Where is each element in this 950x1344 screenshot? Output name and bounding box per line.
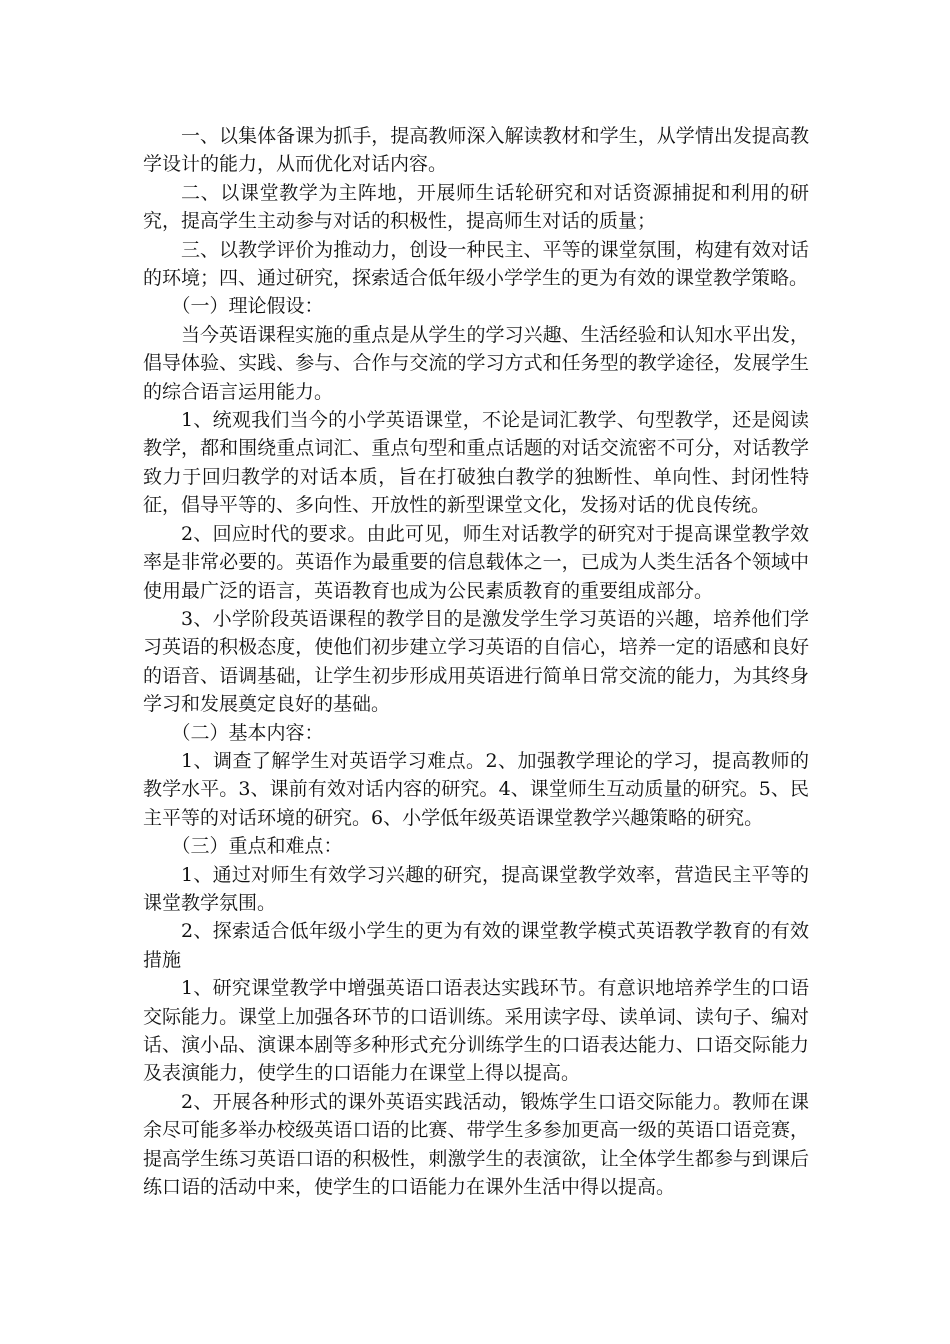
section-heading-content: （二）基本内容： [171,721,324,744]
section-heading-key-points: （三）重点和难点： [171,835,343,858]
paragraph-theory-intro: 当今英语课程实施的重点是从学生的学习兴趣、生活经验和认知水平出发，倡导体验、实践、参与、合作与交流的学习方式和任务型的教学途径，发展学生的综合语言运用能力。 [143,323,809,403]
paragraph-theory-2: 2、回应时代的要求。由此可见，师生对话教学的研究对于提高课堂教学效率是非常必要的。英语作为最重要的信息载体之一，已成为人类生活各个领域中使用最广泛的语言，英语教育也成为公民素质教育的重要组成部分。 [143,522,809,602]
section-heading-theory: （一）理论假设： [171,295,324,318]
paragraph-theory-1: 1、统观我们当今的小学英语课堂，不论是词汇教学、句型教学，还是阅读教学，都和围绕重点词汇、重点句型和重点话题的对话交流密不可分，对话教学致力于回归教学的对话本质，旨在打破独白教学的独断性、单向性、封闭性特征，倡导平等的、多向性、开放性的新型课堂文化，发扬对话的优良传统。 [143,409,809,517]
paragraph-item-1: 一、以集体备课为抓手，提高教师深入解读教材和学生，从学情出发提高教学设计的能力，从而优化对话内容。 [143,125,809,176]
paragraph-theory-3: 3、小学阶段英语课程的教学目的是激发学生学习英语的兴趣，培养他们学习英语的积极态度，使他们初步建立学习英语的自信心，培养一定的语感和良好的语音、语调基础，让学生初步形成用英语进行简单日常交流的能力，为其终身学习和发展奠定良好的基础。 [143,607,809,716]
document-body [143,122,809,1201]
paragraph-content-list: 1、调查了解学生对英语学习难点。2、加强教学理论的学习，提高教师的教学水平。3、课前有效对话内容的研究。4、课堂师生互动质量的研究。5、民主平等的对话环境的研究。6、小学低年级英语课堂教学兴趣策略的研究。 [143,749,809,829]
paragraph-item-2: 二、以课堂教学为主阵地，开展师生话轮研究和对话资源捕捉和利用的研究，提高学生主动参与对话的积极性，提高师生对话的质量； [143,181,809,233]
paragraph-measure-2: 2、开展各种形式的课外英语实践活动，锻炼学生口语交际能力。教师在课余尽可能多举办校级英语口语的比赛、带学生多参加更高一级的英语口语竞赛，提高学生练习英语口语的积极性，刺激学生的表演欲，让全体学生都参与到课后练口语的活动中来，使学生的口语能力在课外生活中得以提高。 [143,1090,809,1199]
paragraph-item-3: 三、以教学评价为推动力，创设一种民主、平等的课堂氛围，构建有效对话的环境；四、通过研究，探索适合低年级小学学生的更为有效的课堂教学策略。 [143,238,809,290]
paragraph-key-point-2: 2、探索适合低年级小学生的更为有效的课堂教学模式英语教学教育的有效措施 [143,920,809,971]
paragraph-measure-1: 1、研究课堂教学中增强英语口语表达实践环节。有意识地培养学生的口语交际能力。课堂上加强各环节的口语训练。采用读字母、读单词、读句子、编对话、演小品、演课本剧等多种形式充分训练学生的口语表达能力、口语交际能力及表演能力，使学生的口语能力在课堂上得以提高。 [143,977,809,1085]
paragraph-key-point-1: 1、通过对师生有效学习兴趣的研究，提高课堂教学效率，营造民主平等的课堂教学氛围。 [143,863,809,914]
